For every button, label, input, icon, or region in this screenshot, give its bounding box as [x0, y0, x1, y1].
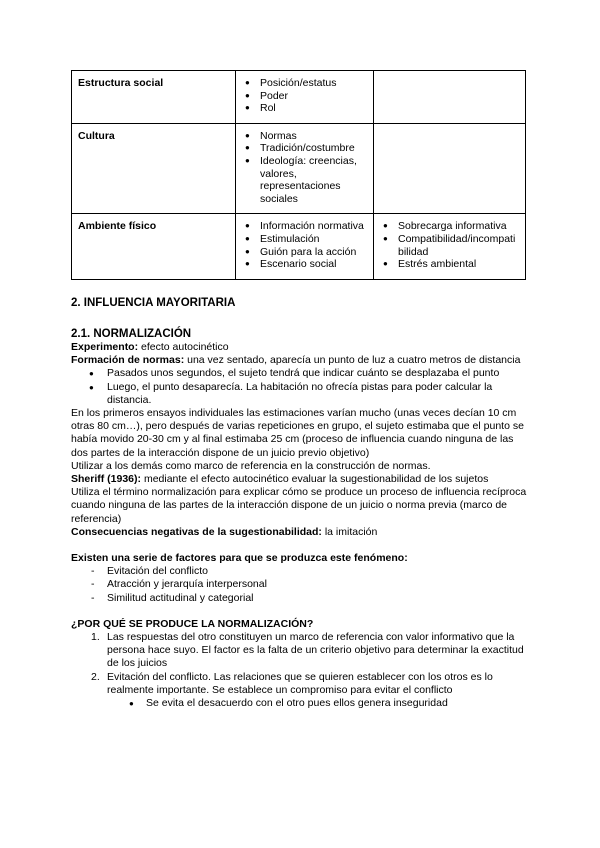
number-2: 2.: [91, 670, 100, 683]
row-label: Ambiente físico: [72, 214, 236, 279]
table-row: [72, 214, 526, 279]
list-item: ● Rol: [260, 102, 368, 115]
list-item: - Similitud actitudinal y categorial: [91, 591, 254, 604]
table-row: [72, 71, 526, 124]
sherif-line: [71, 473, 531, 486]
table-row: [72, 123, 526, 214]
why-heading: ¿POR QUÉ SE PRODUCE LA NORMALIZACIÓN?: [71, 617, 314, 630]
bullet-icon: ●: [89, 369, 94, 379]
sherif-label: Sheriff (1936):: [71, 473, 142, 486]
list-item: ● Información normativa: [260, 220, 368, 233]
norms-text: una vez sentado, aparecía un punto de luz a cuatro metros de distancia: [184, 354, 521, 367]
row-col3: [374, 71, 526, 124]
paragraph: Utilizar a los demás como marco de referencia en la construcción de normas.: [71, 459, 431, 472]
list-item: ● Tradición/costumbre: [260, 142, 368, 155]
section-heading: 2. INFLUENCIA MAYORITARIA: [71, 297, 236, 309]
document-body: [71, 296, 531, 710]
norms-line: [71, 354, 531, 367]
consequences-label: Consecuencias negativas de la sugestionabilidad:: [71, 525, 322, 538]
list-item: 2. Evitación del conflicto. Las relaciones que se quieren establecer con los otros es lo realmente importante. Se establece un compromiso para evitar el conflicto: [91, 670, 493, 696]
dash-icon: -: [91, 591, 95, 604]
row-label: Cultura: [72, 123, 236, 214]
row-col2: [236, 71, 374, 124]
paragraph: En los primeros ensayos individuales las estimaciones varían mucho (unas veces decían 10 cm otras 80 cm…), pero después de varias repeticiones en grupo, el sujeto estimaba que el punto se había movido 20-30 cm y al final estimaba 25 cm (proceso de influencia cuando ninguna de las dos partes de la interacción dispone de un juicio previo objetivo): [71, 407, 524, 459]
list-item: - Evitación del conflicto: [91, 565, 208, 578]
bullet-icon: ●: [89, 382, 94, 392]
list-item: ● Se evita el desacuerdo con el otro pues ellos genera inseguridad: [129, 697, 448, 710]
experiment-text: efecto autocinético: [138, 341, 229, 353]
row-col2: [236, 123, 374, 214]
consequences-line: [71, 526, 531, 539]
row-col3: [374, 214, 526, 279]
experiment-line: [71, 341, 531, 354]
list-item: ● Normas: [260, 130, 368, 143]
list-item: ● Compatibilidad/incompatibilidad: [398, 233, 520, 258]
sherif-text: mediante el efecto autocinético evaluar la sugestionabilidad de los sujetos: [141, 473, 489, 486]
consequences-text: la imitación: [321, 525, 378, 538]
dash-icon: -: [91, 565, 95, 578]
row-col2: [236, 214, 374, 279]
list-item: ● Sobrecarga informativa: [398, 220, 520, 233]
dash-icon: -: [91, 578, 95, 591]
list-item: ● Pasados unos segundos, el sujeto tendrá que indicar cuánto se desplazaba el punto: [89, 367, 500, 380]
list-item: ● Poder: [260, 90, 368, 103]
list-item: ● Guión para la acción: [260, 246, 368, 259]
factors-table: [71, 70, 526, 280]
bullet-icon: ●: [129, 699, 134, 709]
paragraph: Utiliza el término normalización para explicar cómo se produce un proceso de influencia recíproca cuando ninguna de las partes de la interacción dispone de un juicio o norma previa (marco de referencia): [71, 486, 527, 525]
list-item: - Atracción y jerarquía interpersonal: [91, 578, 267, 591]
experiment-label: Experimento:: [71, 341, 139, 353]
list-item: ● Posición/estatus: [260, 77, 368, 90]
subsection-heading: 2.1. NORMALIZACIÓN: [71, 328, 192, 340]
factors-heading: Existen una serie de factores para que se produzca este fenómeno:: [71, 552, 408, 565]
list-item: ● Ideología: creencias, valores, representaciones sociales: [260, 155, 368, 205]
list-item: ● Estimulación: [260, 233, 368, 246]
list-item: ● Escenario social: [260, 258, 368, 271]
list-item: ● Luego, el punto desaparecía. La habitación no ofrecía pistas para poder calcular la distancia.: [89, 380, 493, 406]
norms-label: Formación de normas:: [71, 354, 185, 367]
list-item: ● Estrés ambiental: [398, 258, 520, 271]
number-1: 1.: [91, 631, 100, 644]
row-label: Estructura social: [72, 71, 236, 124]
list-item: 1. Las respuestas del otro constituyen un marco de referencia con valor informativo que la persona hace suyo. El factor es la falta de un criterio objetivo para determinar la exactitud de los juicios: [91, 631, 524, 670]
row-col3: [374, 123, 526, 214]
